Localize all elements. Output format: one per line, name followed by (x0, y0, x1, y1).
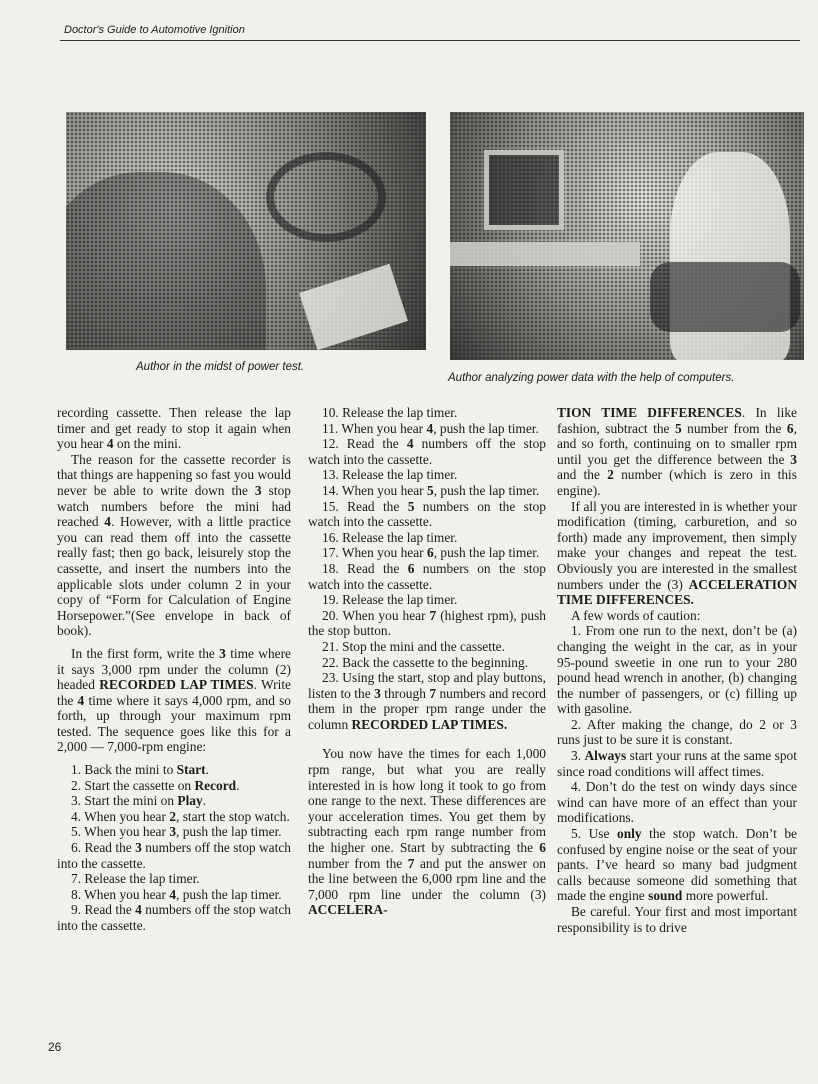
list-item: 22. Back the cassette to the beginning. (322, 654, 529, 670)
list-item: 19. Release the lap timer. (322, 592, 458, 608)
list-item: 17. When you hear 6, push the lap timer. (322, 545, 540, 561)
list-item: 23. Using the start, stop and play buttons, listen to the 3 through 7 numbers and record them in the proper rpm range under the column RECORDED LAP TIMES. (308, 670, 546, 732)
list-item: 2. Start the cassette on Record. (71, 777, 240, 793)
list-item: 8. When you hear 4, push the lap timer. (71, 886, 282, 902)
list-item: 5. When you hear 3, push the lap timer. (71, 824, 282, 840)
caption-left: Author in the midst of power test. (136, 361, 305, 373)
list-item: 9. Read the 4 numbers off the stop watch into the cassette. (57, 902, 291, 933)
list-item: 6. Read the 3 numbers off the stop watch into the cassette. (57, 840, 291, 871)
paragraph: The reason for the cassette recorder is that things are happening so fast you would never be able to write down the 3 stop watch numbers before the mini had reached 4. However, with a little practice you can read them off into the cassette really fast; then go back, leisurely stop the cassette, and insert the numbers into the applicable slots under column 2 in your copy of “Form for Calculation of Engine Horsepower.”(See envelope in back of book). (57, 451, 291, 639)
list-item: 1. Back the mini to Start. (71, 762, 210, 778)
text-column-1 (57, 405, 291, 934)
list-item: 4. When you hear 2, start the stop watch. (71, 808, 290, 824)
photo-power-test (66, 112, 426, 350)
paragraph: You now have the times for each 1,000 rpm range, but what you are really interested in is how long it took to go from one range to the next. These differences are your acceleration times. You get them by subtracting each rpm range number from the higher one. Start by subtracting the 6 number from the 7 and put the answer on the line between the 6,000 rpm line and the 7,000 rpm line under the column (3) ACCELERA- (308, 746, 546, 918)
list-item: 3. Always start your runs at the same spot since road conditions will affect times. (557, 748, 797, 779)
photo-figure-shape (66, 172, 266, 350)
photo-steering-wheel (266, 152, 386, 242)
paragraph: In the first form, write the 3 time where it says 3,000 rpm under the column (2) headed RECORDED LAP TIMES. Write the 4 time where it says 4,000 rpm, and so forth, up through your maximum rpm tested. The sequence goes like this for a 2,000 — 7,000-rpm engine: (57, 645, 292, 755)
list-item: 18. Read the 6 numbers on the stop watch into the cassette. (308, 560, 546, 592)
photo-computer-monitor (484, 150, 564, 230)
list-item: 10. Release the lap timer. (322, 405, 458, 420)
list-item: 11. When you hear 4, push the lap timer. (322, 420, 539, 436)
list-item: 14. When you hear 5, push the lap timer. (322, 482, 540, 498)
paragraph: TION TIME DIFFERENCES. In like fashion, subtract the 5 number from the 6, and so forth, continuing on to smaller rpm until you get the difference between the 3 and the 2 number (which is zero in this engine). (557, 405, 798, 498)
list-item: 3. Start the mini on Play. (71, 793, 207, 809)
paragraph: If all you are interested in is whether your modification (timing, carburetion, and so forth) made any improvement, then simply make your changes and repeat the test. Obviously you are interested in the smallest numbers under the (3) ACCELERATION TIME DIFFERENCES. (557, 498, 797, 608)
list-item: 15. Read the 5 numbers on the stop watch into the cassette. (308, 498, 546, 530)
list-item: 21. Stop the mini and the cassette. (322, 638, 505, 654)
paragraph: A few words of caution: (571, 607, 701, 623)
photo-computer-analysis (450, 112, 804, 360)
list-item: 7. Release the lap timer. (71, 871, 200, 887)
list-item: 4. Don’t do the test on windy days since wind can have more of an effect than your modifications. (557, 779, 797, 826)
list-item: 12. Read the 4 numbers off the stop watch into the cassette. (308, 436, 546, 467)
list-item: 2. After making the change, do 2 or 3 runs just to be sure it is constant. (557, 716, 797, 748)
paragraph: recording cassette. Then release the lap timer and get ready to stop it again when you hear 4 on the mini. (57, 405, 291, 452)
page-number: 26 (48, 1040, 62, 1054)
paragraph: Be careful. Your first and most important responsibility is to drive (557, 904, 797, 935)
list-item: 1. From one run to the next, don’t be (a) changing the weight in the car, as in your 95-pound sweetie in one run to your 280 pound head wrench in another, (b) changing the number of passengers, or (c) filling up with gasoline. (557, 623, 797, 717)
photo-person-legs (650, 262, 800, 332)
list-item: 13. Release the lap timer. (322, 467, 458, 483)
caption-right: Author analyzing power data with the help of computers. (448, 372, 735, 384)
header-rule (60, 40, 800, 41)
list-item: 20. When you hear 7 (highest rpm), push the stop button. (308, 607, 546, 639)
photo-clipboard (299, 264, 408, 350)
list-item: 5. Use only the stop watch. Don’t be confused by engine noise or the seat of your pants. I’ve heard so many bad judgment calls because someone did something that made the engine sound more powerful. (557, 826, 797, 904)
running-header: Doctor's Guide to Automotive Ignition (64, 24, 245, 36)
text-column-3 (557, 405, 797, 935)
list-item: 16. Release the lap timer. (322, 529, 458, 545)
photo-computer-desk (450, 242, 640, 266)
text-column-2 (308, 405, 546, 918)
